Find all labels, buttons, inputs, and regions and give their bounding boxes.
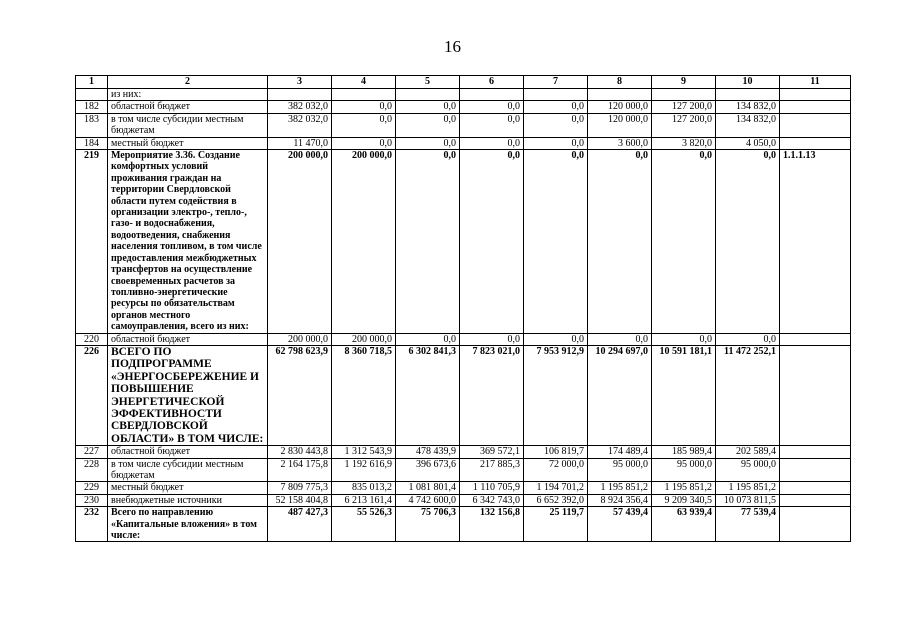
year-value: 75 706,3 xyxy=(396,507,460,542)
budget-table xyxy=(75,75,851,542)
year-value: 0,0 xyxy=(716,150,780,334)
total-value: 7 809 775,3 xyxy=(268,482,332,494)
column-header: 4 xyxy=(332,76,396,89)
year-value: 120 000,0 xyxy=(588,113,652,137)
row-number: 220 xyxy=(76,333,108,345)
target-reference xyxy=(780,345,851,445)
year-value xyxy=(332,89,396,101)
total-value: 2 830 443,8 xyxy=(268,446,332,458)
year-value: 0,0 xyxy=(652,333,716,345)
year-value: 77 539,4 xyxy=(716,507,780,542)
year-value: 0,0 xyxy=(524,150,588,334)
year-value: 25 119,7 xyxy=(524,507,588,542)
year-value: 1 192 616,9 xyxy=(332,458,396,482)
year-value: 217 885,3 xyxy=(460,458,524,482)
table-row xyxy=(76,137,851,149)
table-row xyxy=(76,507,851,542)
total-value: 382 032,0 xyxy=(268,113,332,137)
year-value: 0,0 xyxy=(396,113,460,137)
year-value: 0,0 xyxy=(460,137,524,149)
table-row xyxy=(76,345,851,445)
year-value: 10 591 181,1 xyxy=(652,345,716,445)
year-value: 4 050,0 xyxy=(716,137,780,149)
total-value: 2 164 175,8 xyxy=(268,458,332,482)
year-value: 3 600,0 xyxy=(588,137,652,149)
year-value xyxy=(524,89,588,101)
target-reference xyxy=(780,333,851,345)
year-value: 11 472 252,1 xyxy=(716,345,780,445)
row-number: 183 xyxy=(76,113,108,137)
table-row xyxy=(76,333,851,345)
page-number: 16 xyxy=(444,37,461,56)
year-value: 95 000,0 xyxy=(716,458,780,482)
year-value: 120 000,0 xyxy=(588,101,652,113)
year-value: 0,0 xyxy=(588,333,652,345)
row-label: областной бюджет xyxy=(108,101,268,113)
total-value: 62 798 623,9 xyxy=(268,345,332,445)
row-number: 226 xyxy=(76,345,108,445)
column-header: 10 xyxy=(716,76,780,89)
year-value: 200 000,0 xyxy=(332,150,396,334)
column-header: 9 xyxy=(652,76,716,89)
year-value: 6 342 743,0 xyxy=(460,494,524,506)
year-value: 134 832,0 xyxy=(716,113,780,137)
table-row xyxy=(76,101,851,113)
year-value: 0,0 xyxy=(396,150,460,334)
year-value: 55 526,3 xyxy=(332,507,396,542)
target-reference xyxy=(780,494,851,506)
column-header: 6 xyxy=(460,76,524,89)
row-label: местный бюджет xyxy=(108,482,268,494)
year-value: 6 213 161,4 xyxy=(332,494,396,506)
year-value: 396 673,6 xyxy=(396,458,460,482)
year-value: 0,0 xyxy=(524,113,588,137)
target-reference xyxy=(780,482,851,494)
year-value: 0,0 xyxy=(460,150,524,334)
year-value: 0,0 xyxy=(524,137,588,149)
row-label: местный бюджет xyxy=(108,137,268,149)
year-value: 0,0 xyxy=(716,333,780,345)
table-row xyxy=(76,113,851,137)
row-label: в том числе субсидии местным бюджетам xyxy=(108,113,268,137)
year-value: 95 000,0 xyxy=(588,458,652,482)
year-value: 0,0 xyxy=(460,101,524,113)
target-reference xyxy=(780,113,851,137)
year-value: 10 294 697,0 xyxy=(588,345,652,445)
year-value: 0,0 xyxy=(396,101,460,113)
year-value: 106 819,7 xyxy=(524,446,588,458)
target-reference xyxy=(780,101,851,113)
year-value: 1 195 851,2 xyxy=(716,482,780,494)
column-header: 1 xyxy=(76,76,108,89)
year-value: 1 194 701,2 xyxy=(524,482,588,494)
year-value: 8 924 356,4 xyxy=(588,494,652,506)
total-value: 200 000,0 xyxy=(268,333,332,345)
column-header: 5 xyxy=(396,76,460,89)
target-reference: 1.1.1.13 xyxy=(780,150,851,334)
row-label: Всего по направлению «Капитальные вложения» в том числе: xyxy=(108,507,268,542)
year-value: 6 652 392,0 xyxy=(524,494,588,506)
table-row xyxy=(76,89,851,101)
year-value: 1 110 705,9 xyxy=(460,482,524,494)
row-label: в том числе субсидии местным бюджетам xyxy=(108,458,268,482)
row-number: 227 xyxy=(76,446,108,458)
target-reference xyxy=(780,507,851,542)
table-row xyxy=(76,494,851,506)
year-value xyxy=(652,89,716,101)
year-value: 6 302 841,3 xyxy=(396,345,460,445)
row-number xyxy=(76,89,108,101)
year-value: 0,0 xyxy=(396,333,460,345)
year-value: 0,0 xyxy=(332,113,396,137)
year-value: 185 989,4 xyxy=(652,446,716,458)
year-value: 1 081 801,4 xyxy=(396,482,460,494)
year-value: 7 823 021,0 xyxy=(460,345,524,445)
column-header: 11 xyxy=(780,76,851,89)
year-value: 3 820,0 xyxy=(652,137,716,149)
column-header: 3 xyxy=(268,76,332,89)
year-value xyxy=(460,89,524,101)
year-value: 9 209 340,5 xyxy=(652,494,716,506)
row-number: 232 xyxy=(76,507,108,542)
target-reference xyxy=(780,137,851,149)
year-value xyxy=(588,89,652,101)
total-value: 487 427,3 xyxy=(268,507,332,542)
row-number: 230 xyxy=(76,494,108,506)
year-value xyxy=(396,89,460,101)
year-value: 0,0 xyxy=(460,113,524,137)
year-value: 0,0 xyxy=(332,101,396,113)
total-value: 11 470,0 xyxy=(268,137,332,149)
year-value: 200 000,0 xyxy=(332,333,396,345)
year-value: 63 939,4 xyxy=(652,507,716,542)
total-value: 200 000,0 xyxy=(268,150,332,334)
year-value: 478 439,9 xyxy=(396,446,460,458)
year-value: 1 312 543,9 xyxy=(332,446,396,458)
column-header: 8 xyxy=(588,76,652,89)
column-header: 2 xyxy=(108,76,268,89)
table-row xyxy=(76,446,851,458)
row-label: областной бюджет xyxy=(108,333,268,345)
header-row xyxy=(76,76,851,89)
total-value xyxy=(268,89,332,101)
table-row xyxy=(76,458,851,482)
year-value: 0,0 xyxy=(396,137,460,149)
year-value: 4 742 600,0 xyxy=(396,494,460,506)
year-value: 0,0 xyxy=(588,150,652,334)
total-value: 52 158 404,8 xyxy=(268,494,332,506)
year-value: 369 572,1 xyxy=(460,446,524,458)
year-value: 7 953 912,9 xyxy=(524,345,588,445)
row-label: из них: xyxy=(108,89,268,101)
year-value: 127 200,0 xyxy=(652,113,716,137)
year-value: 202 589,4 xyxy=(716,446,780,458)
row-number: 229 xyxy=(76,482,108,494)
target-reference xyxy=(780,89,851,101)
year-value: 1 195 851,2 xyxy=(652,482,716,494)
year-value: 1 195 851,2 xyxy=(588,482,652,494)
year-value: 0,0 xyxy=(460,333,524,345)
year-value: 0,0 xyxy=(332,137,396,149)
year-value: 0,0 xyxy=(524,333,588,345)
row-number: 184 xyxy=(76,137,108,149)
year-value: 127 200,0 xyxy=(652,101,716,113)
row-number: 219 xyxy=(76,150,108,334)
year-value: 8 360 718,5 xyxy=(332,345,396,445)
year-value: 132 156,8 xyxy=(460,507,524,542)
year-value: 134 832,0 xyxy=(716,101,780,113)
year-value xyxy=(716,89,780,101)
target-reference xyxy=(780,458,851,482)
row-label: ВСЕГО ПО ПОДПРОГРАММЕ «ЭНЕРГОСБЕРЕЖЕНИЕ И ПОВЫШЕНИЕ ЭНЕРГЕТИЧЕСКОЙ ЭФФЕКТИВНОСТИ СВЕРДЛОВСКОЙ ОБЛАСТИ» В ТОМ ЧИСЛЕ: xyxy=(108,345,268,445)
year-value: 95 000,0 xyxy=(652,458,716,482)
year-value: 835 013,2 xyxy=(332,482,396,494)
target-reference xyxy=(780,446,851,458)
row-label: внебюджетные источники xyxy=(108,494,268,506)
year-value: 0,0 xyxy=(652,150,716,334)
year-value: 72 000,0 xyxy=(524,458,588,482)
row-label: Мероприятие 3.36. Создание комфортных условий проживания граждан на территории Свердловской области путем содействия в организации электро-, тепло-, газо- и водоснабжения, водоотведения, снабжения населения топливом, в том числе предоставления межбюджетных трансфертов на осуществление своевременных расчетов за топливно-энергетические ресурсы по обязательствам органов местного самоуправления, всего из них: xyxy=(108,150,268,334)
total-value: 382 032,0 xyxy=(268,101,332,113)
year-value: 0,0 xyxy=(524,101,588,113)
column-header: 7 xyxy=(524,76,588,89)
row-number: 182 xyxy=(76,101,108,113)
year-value: 57 439,4 xyxy=(588,507,652,542)
year-value: 174 489,4 xyxy=(588,446,652,458)
table-row xyxy=(76,150,851,334)
table-row xyxy=(76,482,851,494)
row-label: областной бюджет xyxy=(108,446,268,458)
year-value: 10 073 811,5 xyxy=(716,494,780,506)
row-number: 228 xyxy=(76,458,108,482)
